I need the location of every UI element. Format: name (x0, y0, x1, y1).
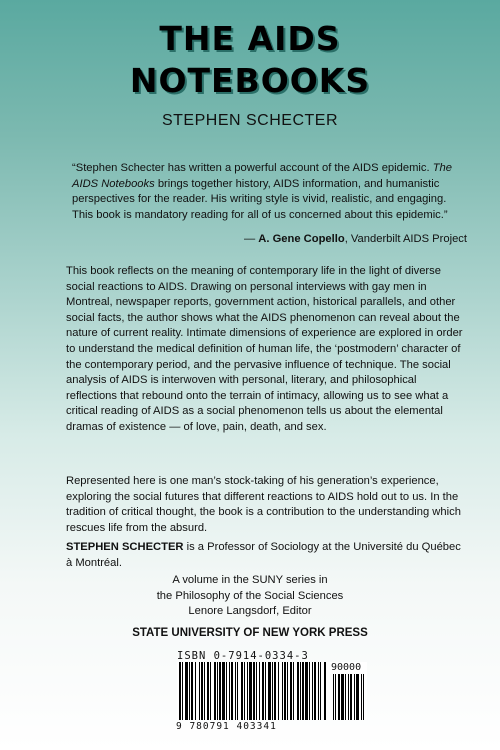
bio-text: is a Professor of Sociology at the Université du Québec à Montréal. (66, 541, 461, 569)
barcode-bar (241, 662, 243, 720)
barcode-bar (244, 662, 245, 720)
series-info (0, 573, 500, 620)
barcode-bar (274, 662, 276, 720)
barcode-supplement-bar (363, 674, 364, 720)
barcode-bar (210, 662, 211, 720)
bio-author-name: STEPHEN SCHECTER (66, 541, 184, 553)
barcode-bar (217, 662, 218, 720)
barcode-bar (256, 662, 257, 720)
description-paragraph-2: Represented here is one man’s stock-taking of his generation’s experience, exploring the social futures that different reactions to AIDS hold out to us. In the tradition of critical thought, the book is a contribution to the understanding which rescues life from the absurd. (66, 475, 461, 534)
barcode-supplement-bar (335, 674, 336, 720)
quote-text-part1: “Stephen Schecter has written a powerful account of the AIDS epidemic. (72, 162, 433, 174)
barcode-bar (302, 662, 304, 720)
barcode-bar (282, 662, 283, 720)
barcode-bar (231, 662, 233, 720)
barcode-supplement-bar (341, 674, 344, 720)
barcode-bar (195, 662, 196, 720)
barcode-bar (300, 662, 301, 720)
barcode-bar (305, 662, 308, 720)
barcode-bar (235, 662, 236, 720)
barcode-bar (219, 662, 221, 720)
barcode-bar (207, 662, 209, 720)
barcode-supplement-bar (348, 674, 349, 720)
barcode-bar (214, 662, 216, 720)
barcode-supplement-bar (333, 674, 334, 720)
book-author: STEPHEN SCHECTER (161, 112, 339, 129)
series-line-3: Lenore Langsdorf, Editor (188, 605, 312, 618)
barcode-bar (237, 662, 238, 720)
barcode-bar (268, 662, 271, 720)
barcode-bar (259, 662, 260, 720)
ean-digits: 9 780791 403341 (176, 721, 277, 732)
barcode-bar (182, 662, 183, 720)
barcode-bar (265, 662, 266, 720)
attribution-affiliation: , Vanderbilt AIDS Project (344, 233, 467, 245)
barcode-bar (229, 662, 230, 720)
barcode-bar (222, 662, 225, 720)
book-title-line2: NOTEBOOKS (129, 61, 371, 100)
barcode-bar (201, 662, 203, 720)
quote-text-part2: brings together history, AIDS information, and humanistic perspectives for the reader. His writing style is vivid, realistic, and engaging. This book is mandatory reading for all of us concerned about this epidemic.” (72, 177, 448, 221)
barcode-bar (204, 662, 205, 720)
barcode-supplement-bar (345, 674, 346, 720)
barcode-bar (247, 662, 248, 720)
barcode-bar (314, 662, 316, 720)
barcode-bar (320, 662, 321, 720)
barcode-bar (249, 662, 252, 720)
barcode-supplement-bar (361, 674, 362, 720)
attribution-dash: — (244, 233, 259, 245)
publisher-name: STATE UNIVERSITY OF NEW YORK PRESS (132, 627, 368, 639)
barcode-bar (293, 662, 294, 720)
attribution-name: A. Gene Copello (258, 233, 345, 245)
isbn-number: ISBN 0-7914-0334-3 (177, 650, 309, 662)
barcode-supplement-bar (338, 674, 340, 720)
barcode-price-supplement: 90000 (331, 662, 362, 673)
barcode-supplement-bar (354, 674, 355, 720)
barcode-bar (318, 662, 319, 720)
barcode-bar (262, 662, 264, 720)
barcode-bar (297, 662, 299, 720)
barcode-bar (312, 662, 313, 720)
book-title-line1: THE AIDS (159, 19, 341, 58)
series-line-1: A volume in the SUNY series in (172, 574, 328, 586)
barcode-bar (226, 662, 227, 720)
series-line-2: the Philosophy of the Social Sciences (156, 589, 344, 602)
barcode-bar (278, 662, 279, 720)
barcode-bar (199, 662, 200, 720)
barcode-bar (272, 662, 273, 720)
barcode-bar (290, 662, 292, 720)
barcode-bar (189, 662, 190, 720)
barcode-supplement-bar (356, 674, 359, 720)
barcode-bar (179, 662, 181, 720)
barcode-bar (191, 662, 193, 720)
barcode-bar (287, 662, 288, 720)
barcode-supplement-bar (350, 674, 352, 720)
quote-book-title: The AIDS Notebooks (72, 162, 452, 190)
barcode-bar (185, 662, 188, 720)
author-bio (66, 540, 468, 571)
endorsement-quote (72, 161, 467, 223)
barcode-bar (284, 662, 286, 720)
barcode-bar (253, 662, 255, 720)
barcode-bar (324, 662, 326, 720)
barcode-bar (309, 662, 310, 720)
endorsement-attribution (72, 232, 467, 248)
description-paragraph-1: This book reflects on the meaning of contemporary life in the light of diverse social reactions to AIDS. Drawing on personal interviews with gay men in Montreal, newspaper reports, government action, historical parallels, and other social facts, the author shows what the AIDS phenomenon can reveal about the nature of current reality. Intimate dimensions of experience are explored in order to understand the medical definition of human life, the ‘postmodern’ character of the contemporary period, and the pervasive influence of technique. The social analysis of AIDS is interwoven with personal, literary, and philosophical reflections that rebound onto the terrain of intimacy, allowing us to see what a critical reading of AIDS as a social phenomenon tells us about the elemental dramas of existence — of love, pain, death, and sex. (66, 265, 463, 433)
